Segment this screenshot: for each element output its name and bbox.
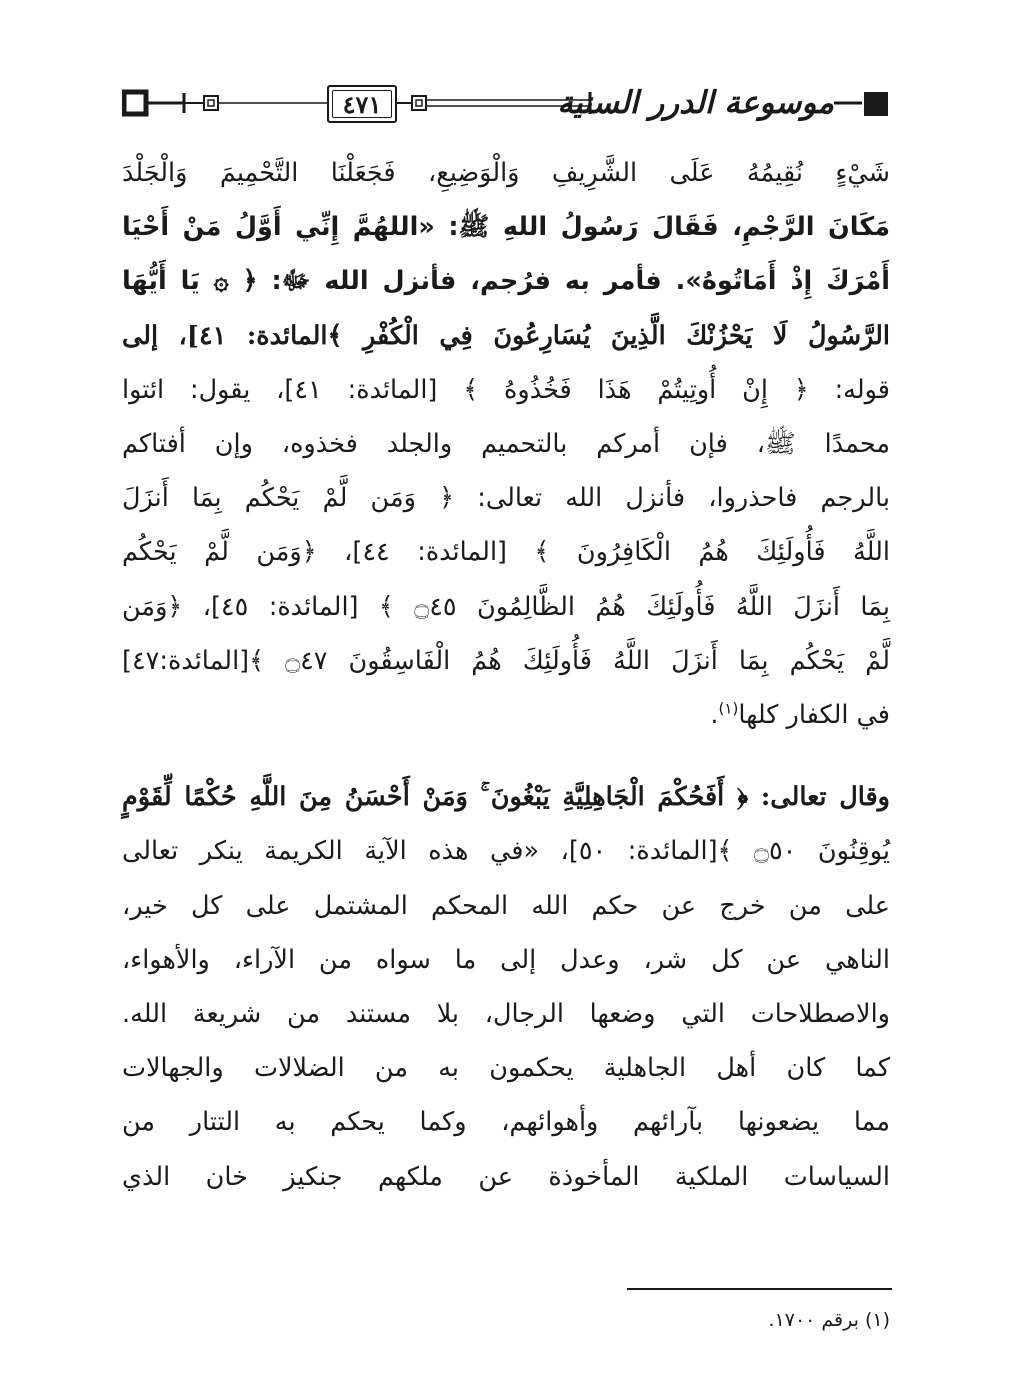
footnote: (١) برقم ١٧٠٠. — [768, 1309, 890, 1331]
text-line: الرَّسُولُ لَا يَحْزُنْكَ الَّذِينَ يُسَارِعُونَ فِي الْكُفْرِ ﴾المائدة: ٤١]، إلى — [122, 320, 890, 351]
text-line: أَمْرَكَ إِذْ أَمَاتُوهُ». فأمر به فرُجم، فأنزل الله ﷻ: ﴿ ۞ يَا أَيُّهَا — [122, 266, 890, 297]
text-line: قوله: ﴿ إِنْ أُوتِيتُمْ هَذَا فَخُذُوهُ ﴾ [المائدة: ٤١]، يقول: ائتوا — [122, 374, 890, 405]
text-line: والاصطلاحات التي وضعها الرجال، بلا مستند من شريعة الله. — [122, 999, 890, 1030]
book-title: موسوعة الدرر السنية — [557, 85, 834, 121]
paragraph-1 — [122, 146, 890, 742]
text-line: بِمَا أَنزَلَ اللَّهُ فَأُولَئِكَ هُمُ الظَّالِمُونَ ۝٤٥ ﴾ [المائدة: ٤٥]، ﴿وَمَن — [122, 591, 890, 622]
text-line: وقال تعالى: ﴿ أَفَحُكْمَ الْجَاهِلِيَّةِ يَبْغُونَ ۚ وَمَنْ أَحْسَنُ مِنَ اللَّهِ حُكْمًا لِّقَوْمٍ — [122, 782, 890, 813]
text-line: يُوقِنُونَ ۝٥٠ ﴾[المائدة: ٥٠]، «في هذه الآية الكريمة ينكر تعالى — [122, 836, 890, 867]
text-line: كما كان أهل الجاهلية يحكمون به من الضلالات والجهالات — [122, 1053, 890, 1084]
page-number: ٤٧١ — [327, 85, 397, 123]
main-text — [122, 146, 890, 1204]
text-line: بالرجم فاحذروا، فأنزل الله تعالى: ﴿ وَمَن لَّمْ يَحْكُم بِمَا أَنزَلَ — [122, 483, 890, 514]
page-header — [122, 80, 890, 140]
text-line: الناهي عن كل شر، وعدل إلى ما سواه من الآراء، والأهواء، — [122, 944, 890, 975]
text-line: اللَّهُ فَأُولَئِكَ هُمُ الْكَافِرُونَ ﴾ [المائدة: ٤٤]، ﴿وَمَن لَّمْ يَحْكُم — [122, 537, 890, 568]
text-line: مما يضعونها بآرائهم وأهوائهم، وكما يحكم به التتار من — [122, 1107, 890, 1138]
text-line: شَيْءٍ نُقِيمُهُ عَلَى الشَّرِيفِ وَالْوَضِيعِ، فَجَعَلْنَا التَّحْمِيمَ وَالْجَلْدَ — [122, 158, 890, 188]
text-line: محمدًا ﷺ، فإن أمركم بالتحميم والجلد فخذوه، وإن أفتاكم — [122, 429, 890, 460]
text-line: على من خرج عن حكم الله المحكم المشتمل على كل خير، — [122, 890, 890, 921]
text-line: في الكفار كلها — [738, 700, 890, 731]
footnote-ref: (١) — [718, 699, 739, 718]
footnote-divider — [627, 1288, 892, 1290]
text-line: مَكَانَ الرَّجْمِ، فَقَالَ رَسُولُ اللهِ ﷺ: «اللهُمَّ إِنِّي أَوَّلُ مَنْ أَحْيَا — [122, 212, 890, 243]
text-line-last — [122, 688, 890, 742]
line-end: . — [710, 700, 719, 731]
text-line: لَّمْ يَحْكُم بِمَا أَنزَلَ اللَّهُ فَأُولَئِكَ هُمُ الْفَاسِقُونَ ۝٤٧ ﴾[المائدة:٤٧] — [122, 645, 891, 676]
paragraph-2 — [122, 770, 890, 1204]
text-line: السياسات الملكية المأخوذة عن ملكهم جنكيز خان الذي — [122, 1161, 890, 1192]
